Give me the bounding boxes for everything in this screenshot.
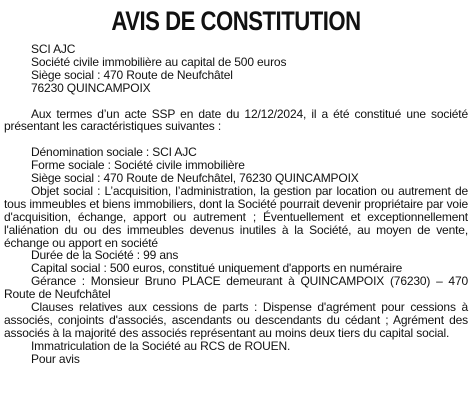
- forme-line: Forme sociale : Société civile immobilière: [31, 158, 245, 173]
- gerance-paragraph: Gérance : Monsieur Bruno PLACE demeurant à QUINCAMPOIX (76230) – 470 Route de Neufchâtel: [4, 274, 468, 302]
- company-type-capital: Société civile immobilière au capital de 500 euros: [31, 54, 287, 69]
- denomination-line: Dénomination sociale : SCI AJC: [31, 145, 197, 160]
- closing-line: Pour avis: [31, 351, 80, 366]
- objet-paragraph: Objet social : L’acquisition, l’administration, la gestion par location ou autrement de tous immeubles et biens immobiliers, dont la Société pourrait devenir propriétaire par voie d'acquisition, échange, apport ou autrement ; Éventuellement et exceptionnellement l'aliénation du ou des immeubles devenus inutiles à la Société, au moyen de vente, échange ou apport en société: [4, 183, 468, 250]
- company-name: SCI AJC: [31, 42, 76, 56]
- capital-line: Capital social : 500 euros, constitué uniquement d'apports en numéraire: [31, 261, 403, 276]
- intro-paragraph: Aux termes d’un acte SSP en date du 12/12/2024, il a été constitué une société présentant les caractéristiques suivantes :: [4, 106, 468, 134]
- spacer: [4, 95, 468, 108]
- siege-line: Siège social : 470 Route de Neufchâtel, 76230 QUINCAMPOIX: [31, 171, 359, 186]
- clauses-paragraph: Clauses relatives aux cessions de parts : Dispense d'agrément pour cessions à associés, conjoints d'associés, ascendants ou descendants du cédant ; Agrément des associés à la majorité des associés représentant au moins deux tiers du capital social.: [4, 300, 468, 340]
- seat-city: 76230 QUINCAMPOIX: [31, 80, 151, 95]
- seat-address: Siège social : 470 Route de Neufchâtel: [31, 67, 233, 82]
- immatriculation-line: Immatriculation de la Société au RCS de ROUEN.: [31, 338, 291, 353]
- duree-line: Durée de la Société : 99 ans: [31, 248, 179, 263]
- notice-title: AVIS DE CONSTITUTION: [111, 6, 361, 36]
- notice-body: [4, 43, 468, 366]
